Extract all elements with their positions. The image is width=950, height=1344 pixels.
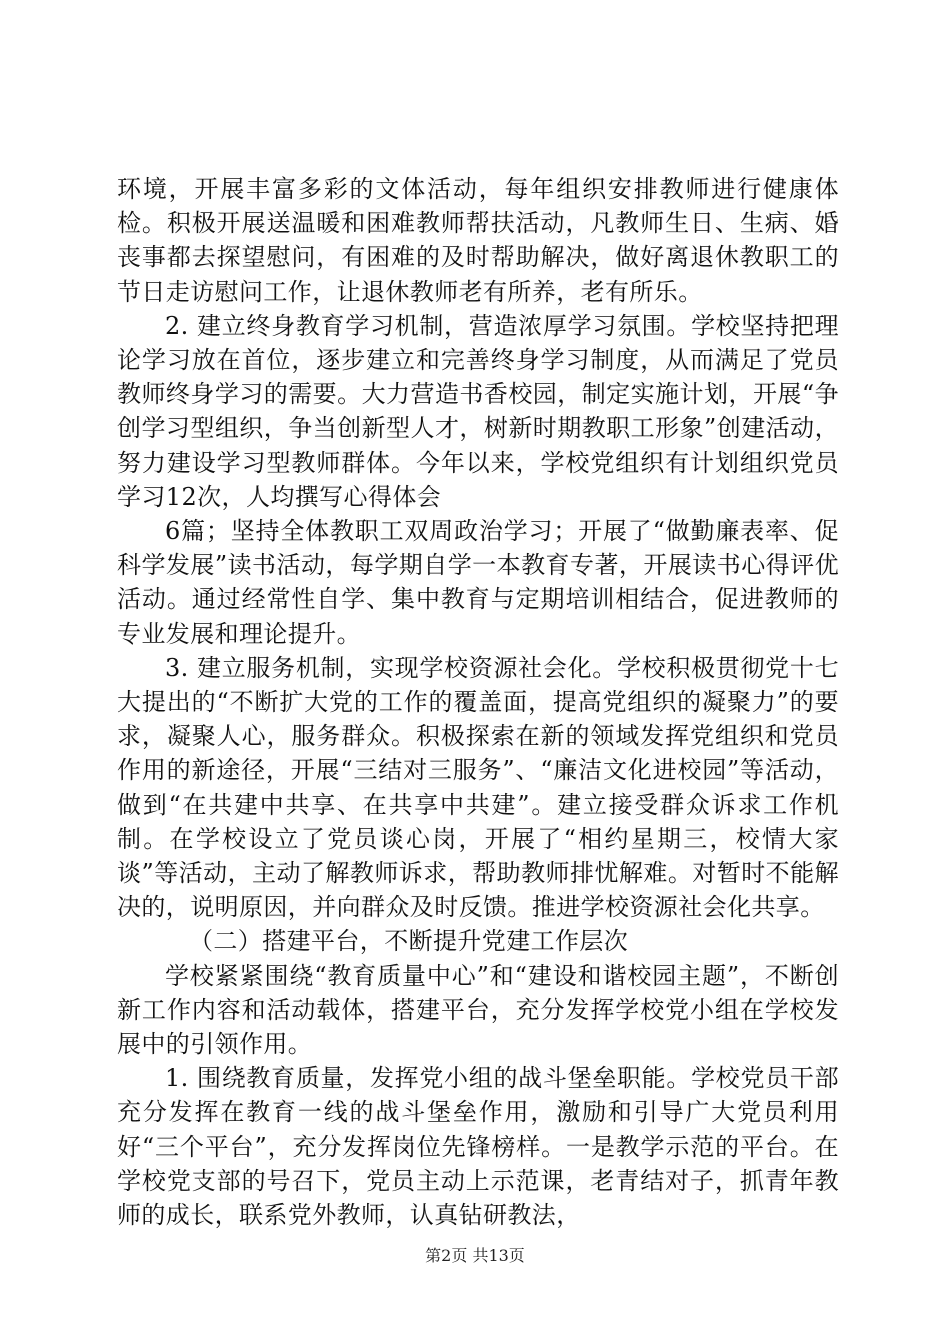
page-footer (0, 1246, 950, 1266)
page-number-label: 第2页 共13页 (425, 1246, 525, 1265)
document-body (117, 172, 839, 1232)
paragraph-item-2-continued: 6篇；坚持全体教职工双周政治学习；开展了“做勤廉表率、促科学发展”读书活动，每学期自学一本教育专著，开展读书心得评优活动。通过经常性自学、集中教育与定期培训相结合，促进教师的专业发展和理论提升。 (117, 517, 839, 648)
paragraph-section-intro: 学校紧紧围绕“教育质量中心”和“建设和谐校园主题”，不断创新工作内容和活动载体，搭建平台，充分发挥学校党小组在学校发展中的引领作用。 (117, 961, 839, 1059)
paragraph-continuation: 环境，开展丰富多彩的文体活动，每年组织安排教师进行健康体检。积极开展送温暖和困难教师帮扶活动，凡教师生日、生病、婚丧事都去探望慰问，有困难的及时帮助解决，做好离退休教职工的节日走访慰问工作，让退休教师老有所养，老有所乐。 (117, 175, 839, 306)
paragraph-item-2: 2. 建立终身教育学习机制，营造浓厚学习氛围。学校坚持把理论学习放在首位，逐步建立和完善终身学习制度，从而满足了党员教师终身学习的需要。大力营造书香校园，制定实施计划，开展“争创学习型组织，争当创新型人才，树新时期教职工形象”创建活动，努力建设学习型教师群体。今年以来，学校党组织有计划组织党员学习12次，人均撰写心得体会 (117, 311, 839, 511)
paragraph-item-1: 1. 围绕教育质量，发挥党小组的战斗堡垒职能。学校党员干部充分发挥在教育一线的战斗堡垒作用，激励和引导广大党员利用好“三个平台”，充分发挥岗位先锋榜样。一是教学示范的平台。在学校党支部的号召下，党员主动上示范课，老青结对子，抓青年教师的成长，联系党外教师，认真钻研教法， (117, 1064, 839, 1230)
paragraph-item-3: 3. 建立服务机制，实现学校资源社会化。学校积极贯彻党十七大提出的“不断扩大党的工作的覆盖面，提高党组织的凝聚力”的要求，凝聚人心，服务群众。积极探索在新的领域发挥党组织和党员作用的新途径，开展“三结对三服务”、“廉洁文化进校园”等活动，做到“在共建中共享、在共享中共建”。建立接受群众诉求工作机制。在学校设立了党员谈心岗，开展了“相约星期三，校情大家谈”等活动，主动了解教师诉求，帮助教师排忧解难。对暂时不能解决的，说明原因，并向群众及时反馈。推进学校资源社会化共享。 (117, 653, 839, 922)
section-heading: （二）搭建平台，不断提升党建工作层次 (189, 927, 629, 956)
